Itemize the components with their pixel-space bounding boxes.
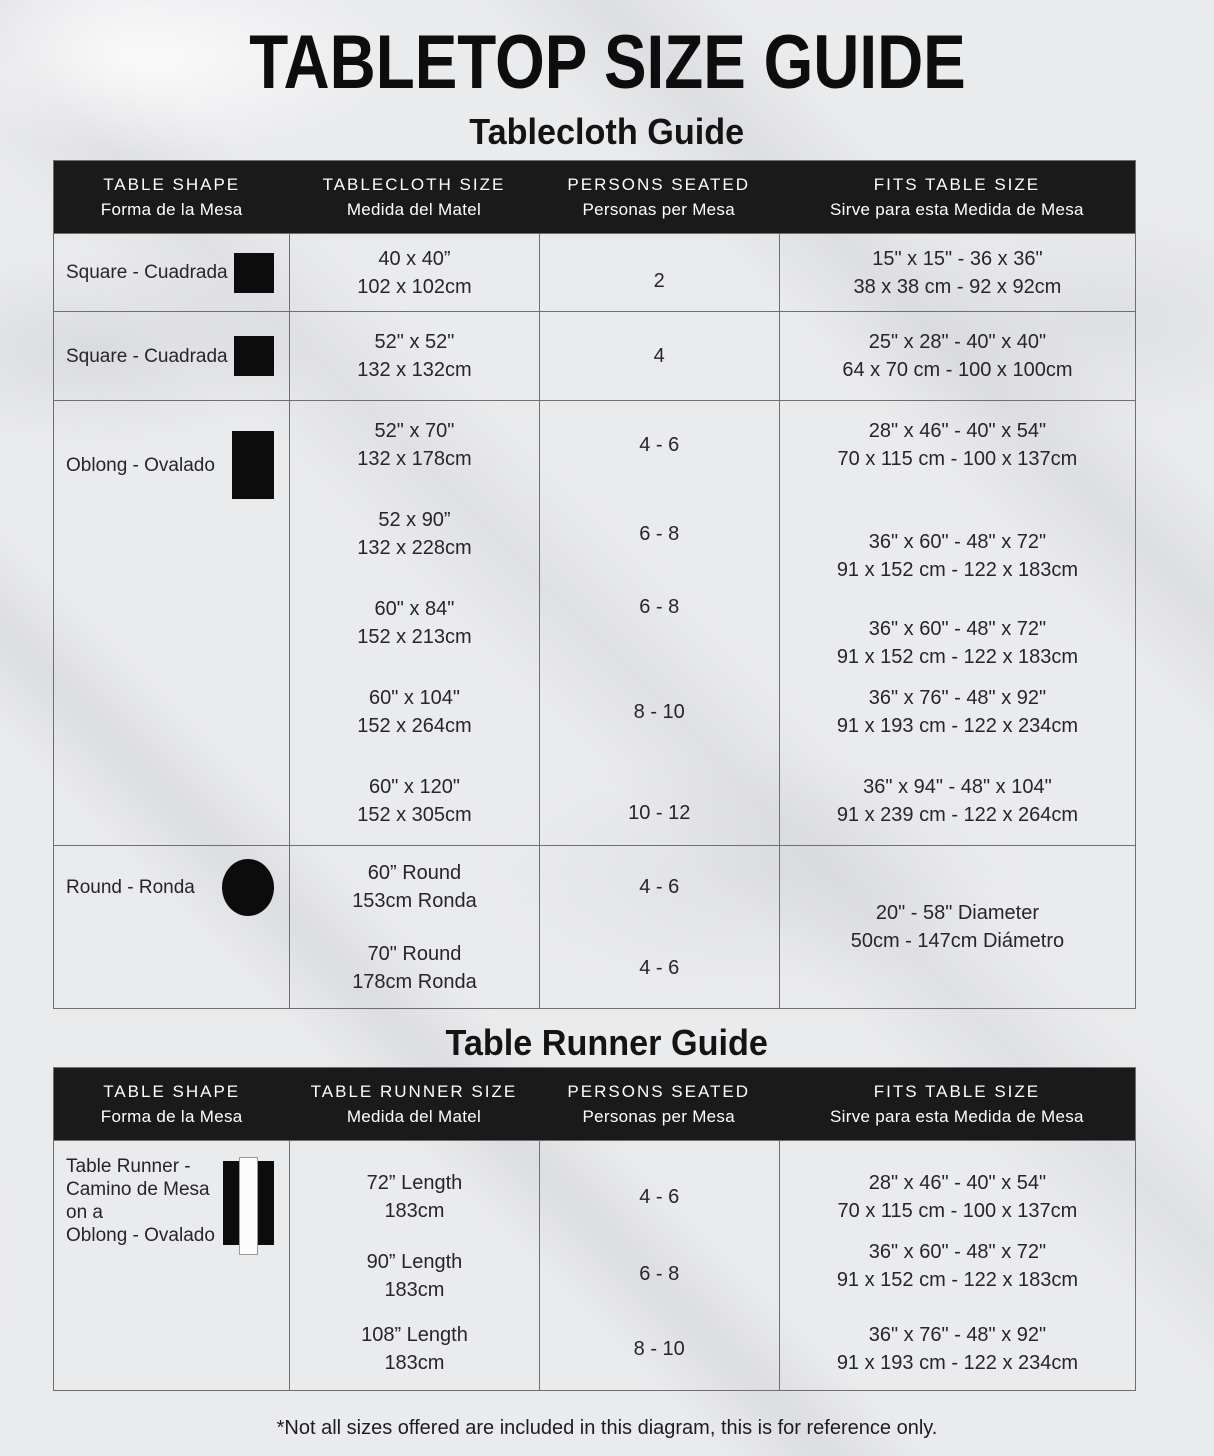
header-cell-fits-table-size: FITS TABLE SIZE Sirve para esta Medida de Mesa <box>830 1081 1084 1126</box>
fits-line: 38 x 38 cm - 92 x 92cm <box>853 275 1062 298</box>
size-cell <box>289 1141 538 1390</box>
shape-label: Oblong - Ovalado <box>66 454 215 476</box>
fits-line: 15" x 15" - 36 x 36" <box>872 247 1043 270</box>
size-line: 52" x 70" <box>374 420 455 443</box>
section-square-40 <box>54 233 1135 311</box>
size-cell <box>289 401 538 845</box>
persons-value: 2 <box>653 269 665 292</box>
size-line: 183cm <box>384 1351 445 1374</box>
persons-value: 8 - 10 <box>633 700 685 723</box>
size-line: 132 x 178cm <box>357 448 472 471</box>
section-square-52 <box>54 311 1135 400</box>
fits-line: 36" x 76" - 48" x 92" <box>868 1323 1047 1346</box>
tablecloth-table <box>53 160 1136 1009</box>
size-line: 60" x 84" <box>374 597 455 620</box>
size-line: 40 x 40” <box>378 247 451 270</box>
fits-line: 28" x 46" - 40" x 54" <box>868 420 1047 443</box>
shape-label: Round - Ronda <box>66 877 195 898</box>
square-icon <box>234 336 274 376</box>
persons-value: 4 - 6 <box>639 1185 680 1208</box>
runner-guide-title: Table Runner Guide <box>445 1022 769 1063</box>
fits-line: 91 x 193 cm - 122 x 234cm <box>836 1351 1079 1374</box>
size-line: 60" x 104" <box>368 686 460 709</box>
runner-table <box>53 1067 1136 1391</box>
size-cell <box>289 234 538 311</box>
size-line: 52 x 90” <box>378 509 451 532</box>
size-line: 90” Length <box>366 1250 463 1273</box>
size-cell <box>289 312 538 400</box>
size-cell <box>289 846 538 1008</box>
fits-line: 91 x 239 cm - 122 x 264cm <box>836 803 1079 826</box>
size-line: 152 x 305cm <box>357 803 472 826</box>
fits-cell <box>779 312 1135 400</box>
tablecloth-table-header <box>54 161 1135 233</box>
header-cell-persons-seated: PERSONS SEATED Personas per Mesa <box>567 1081 751 1126</box>
fits-line: 50cm - 147cm Diámetro <box>850 930 1065 952</box>
section-table-runner <box>54 1140 1135 1390</box>
fits-line: 36" x 60" - 48" x 72" <box>868 617 1047 640</box>
persons-value: 4 - 6 <box>639 875 680 898</box>
header-cell-table-shape: TABLE SHAPE Forma de la Mesa <box>100 174 243 219</box>
persons-value: 6 - 8 <box>639 595 680 618</box>
persons-value: 4 - 6 <box>639 434 680 457</box>
persons-cell <box>539 1141 779 1390</box>
size-line: 132 x 132cm <box>357 359 472 381</box>
tablecloth-guide-title: Tablecloth Guide <box>469 111 745 152</box>
fits-cell <box>779 401 1135 845</box>
shape-label: Table Runner - Camino de Mesa on a Oblong - Ovalado <box>66 1156 215 1246</box>
size-line: 70" Round <box>367 942 462 965</box>
runner-table-header <box>54 1068 1135 1140</box>
fits-line: 70 x 115 cm - 100 x 137cm <box>837 1199 1078 1222</box>
shape-cell <box>54 401 289 845</box>
size-line: 72” Length <box>366 1171 463 1194</box>
shape-cell <box>54 234 289 311</box>
persons-value: 4 <box>653 345 665 367</box>
size-line: 152 x 213cm <box>357 625 472 648</box>
fits-line: 36" x 94" - 48" x 104" <box>863 775 1052 798</box>
fits-line: 36" x 60" - 48" x 72" <box>868 531 1047 554</box>
shape-cell <box>54 312 289 400</box>
fits-cell <box>779 846 1135 1008</box>
header-cell-table-runner-size: TABLE RUNNER SIZE Medida del Matel <box>310 1081 518 1126</box>
size-line: 108” Length <box>361 1323 468 1346</box>
shape-cell <box>54 846 289 1008</box>
persons-cell <box>539 401 779 845</box>
persons-value: 6 - 8 <box>639 523 680 546</box>
fits-line: 28" x 46" - 40" x 54" <box>868 1171 1047 1194</box>
fits-line: 20" - 58" Diameter <box>875 902 1039 924</box>
section-oblong <box>54 400 1135 845</box>
fits-line: 25" x 28" - 40" x 40" <box>868 331 1047 353</box>
fits-cell <box>779 1141 1135 1390</box>
runner-stripe <box>239 1157 258 1255</box>
persons-value: 4 - 6 <box>639 956 680 979</box>
size-line: 60" x 120" <box>368 775 460 798</box>
size-line: 152 x 264cm <box>357 714 472 737</box>
persons-value: 6 - 8 <box>639 1262 680 1285</box>
persons-cell <box>539 846 779 1008</box>
shape-label: Square - Cuadrada <box>66 345 228 367</box>
table-runner-icon <box>223 1157 274 1255</box>
square-icon <box>234 253 274 293</box>
shape-label: Square - Cuadrada <box>66 262 228 283</box>
persons-cell <box>539 312 779 400</box>
header-cell-tablecloth-size: TABLECLOTH SIZE Medida del Matel <box>322 174 506 219</box>
fits-line: 70 x 115 cm - 100 x 137cm <box>837 448 1078 471</box>
size-line: 178cm Ronda <box>352 970 477 993</box>
fits-line: 64 x 70 cm - 100 x 100cm <box>842 359 1073 381</box>
fits-line: 91 x 152 cm - 122 x 183cm <box>836 645 1079 668</box>
fits-line: 36" x 60" - 48" x 72" <box>868 1240 1047 1263</box>
page-title: TABLETOP SIZE GUIDE <box>248 20 966 105</box>
size-line: 132 x 228cm <box>357 537 472 560</box>
circle-icon <box>222 859 274 916</box>
size-line: 60” Round <box>367 861 462 884</box>
header-cell-persons-seated: PERSONS SEATED Personas per Mesa <box>567 174 751 219</box>
size-line: 183cm <box>384 1199 445 1222</box>
section-round <box>54 845 1135 1008</box>
persons-value: 10 - 12 <box>628 801 691 824</box>
fits-cell <box>779 234 1135 311</box>
persons-cell <box>539 234 779 311</box>
fits-line: 91 x 152 cm - 122 x 183cm <box>836 1268 1079 1291</box>
size-line: 52" x 52" <box>374 331 455 353</box>
size-line: 102 x 102cm <box>357 275 472 298</box>
oblong-icon <box>232 431 274 499</box>
fits-line: 91 x 152 cm - 122 x 183cm <box>836 559 1079 582</box>
header-cell-table-shape: TABLE SHAPE Forma de la Mesa <box>100 1081 243 1126</box>
header-cell-fits-table-size: FITS TABLE SIZE Sirve para esta Medida de Mesa <box>830 174 1084 219</box>
shape-cell <box>54 1141 289 1390</box>
size-line: 183cm <box>384 1278 445 1301</box>
fits-line: 91 x 193 cm - 122 x 234cm <box>836 714 1079 737</box>
fits-line: 36" x 76" - 48" x 92" <box>868 686 1047 709</box>
persons-value: 8 - 10 <box>633 1337 685 1360</box>
footnote: *Not all sizes offered are included in this diagram, this is for reference only. <box>276 1417 938 1439</box>
size-line: 153cm Ronda <box>352 889 477 912</box>
